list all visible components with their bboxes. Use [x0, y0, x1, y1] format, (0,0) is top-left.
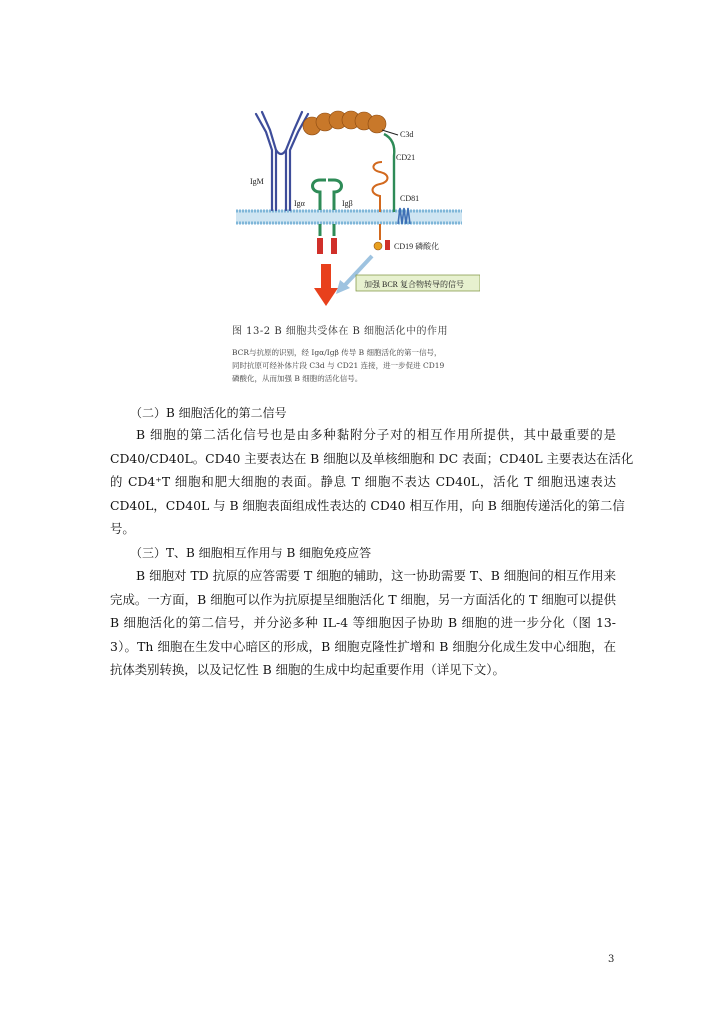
cd81-label: CD81: [400, 194, 420, 203]
paragraph-line: CD40L，CD40L 与 B 细胞表面组成性表达的 CD40 相互作用，向 B 细胞传递活化的第二信: [110, 497, 625, 513]
paragraph-line: 完成。一方面，B 细胞可以作为抗原提呈细胞活化 T 细胞，另一方面活化的 T 细胞可以提供: [110, 591, 616, 607]
section3-heading: （三）T、B 细胞相互作用与 B 细胞免疫应答: [130, 546, 372, 560]
iga-itam: [317, 238, 323, 254]
paragraph-line: 3）。Th 细胞在生发中心暗区的形成，B 细胞克隆性扩增和 B 细胞分化成生发中心细胞，在: [110, 638, 616, 654]
paragraph-line: B 细胞对 TD 抗原的应答需要 T 细胞的辅助，这一协助需要 T、B 细胞间的相互作用来: [136, 568, 616, 583]
section3-paragraph: [110, 564, 616, 682]
page-number: 3: [608, 954, 615, 965]
cd21-label: CD21: [396, 153, 416, 162]
cd19-receptor: [373, 162, 388, 240]
paragraph-line: CD40/CD40L。CD40 主要表达在 B 细胞以及单核细胞和 DC 表面；CD40L 主要表达在活化: [110, 450, 634, 466]
figure-caption-title: 图 13-2 B 细胞共受体在 B 细胞活化中的作用: [232, 326, 449, 337]
section2-heading: （二）B 细胞活化的第二信号: [130, 406, 287, 420]
paragraph-line: 的 CD4⁺T 细胞和肥大细胞的表面。静息 T 细胞不表达 CD40L，活化 T 细胞迅速表达: [110, 474, 616, 490]
paragraph-line: B 细胞的第二活化信号也是由多种黏附分子对的相互作用所提供，其中最重要的是: [136, 427, 616, 442]
paragraph-line: 号。: [110, 521, 135, 537]
paragraph-line: B 细胞活化的第二信号，并分泌多种 IL-4 等细胞因子协助 B 细胞的进一步分化（图 13-: [110, 615, 616, 631]
b-cell-coreceptor-diagram: [232, 100, 480, 320]
c3d-complement: [303, 111, 386, 135]
caption-line: BCR与抗原的识别，经 Igα/Igβ 传导 B 细胞活化的第一信号，: [232, 348, 442, 357]
igm-receptor: [256, 112, 308, 210]
section2-paragraph: [110, 423, 634, 541]
cell-membrane: [236, 210, 462, 224]
igb-label: Igβ: [342, 199, 353, 208]
iga-label: Igα: [294, 199, 305, 208]
figure-13-2: [232, 100, 480, 400]
figure-caption-body: [232, 346, 480, 385]
ig-alpha-beta: [313, 180, 342, 236]
paragraph-line: 抗体类别转换，以及记忆性 B 细胞的生成中均起重要作用（详见下文）。: [110, 662, 505, 678]
cd19-tail: [385, 240, 390, 250]
c3d-label: C3d: [400, 130, 414, 139]
caption-line: 同时抗原可经补体片段 C3d 与 CD21 连接，进一步促进 CD19: [232, 361, 445, 370]
signal-arrow-red: [314, 264, 338, 306]
igb-itam: [331, 238, 337, 254]
igm-label: IgM: [250, 177, 264, 186]
caption-line: 磷酸化，从而加强 B 细胞的活化信号。: [232, 374, 363, 383]
phosphate-dot: [374, 242, 382, 250]
cd19-label: CD19 磷酸化: [394, 242, 440, 251]
signal-box-label: 加强 BCR 复合物转导的信号: [364, 280, 465, 289]
